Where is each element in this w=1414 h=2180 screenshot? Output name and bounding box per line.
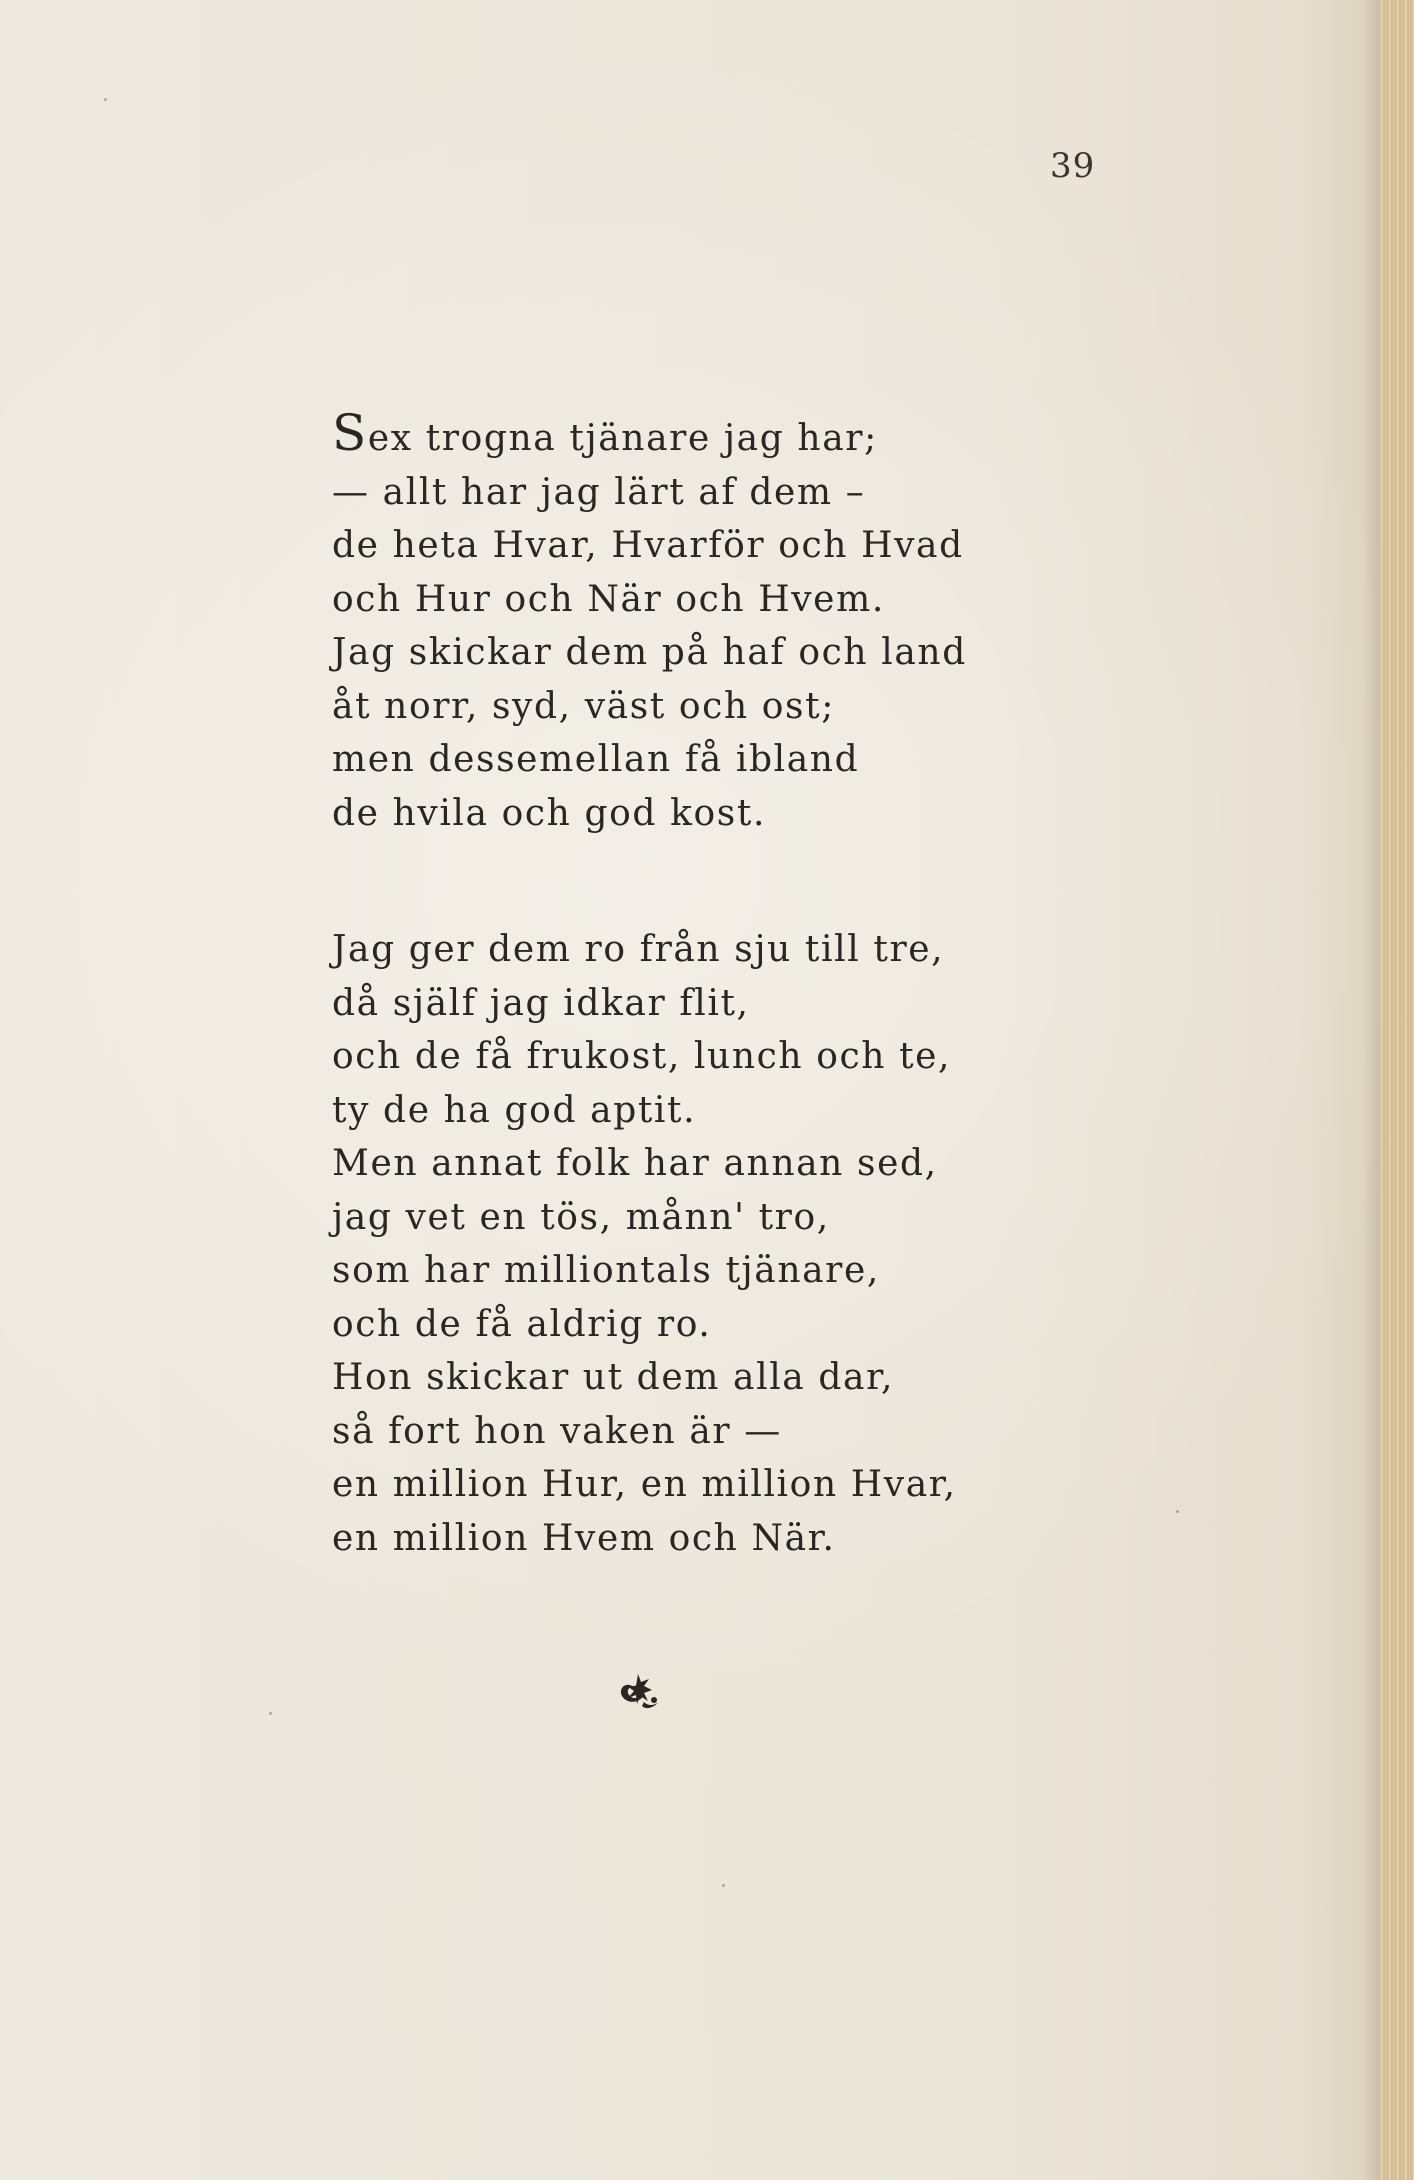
poem-line: och de få frukost, lunch och te, (332, 1036, 952, 1077)
poem-line: en million Hvem och När. (332, 1517, 836, 1559)
poem-line: och de få aldrig ro. (332, 1303, 712, 1345)
poem-line: de heta Hvar, Hvarför och Hvad (332, 525, 964, 566)
page-edge (1380, 0, 1414, 2180)
poem-line: då själf jag idkar flit, (332, 982, 750, 1024)
poem-line: en million Hur, en million Hvar, (332, 1464, 957, 1505)
stanza-2 (332, 923, 957, 1565)
poem-line: Hon skickar ut dem alla dar, (332, 1357, 895, 1398)
poem-line (332, 404, 967, 466)
stanza-1 (332, 404, 967, 840)
fleuron-icon (614, 1666, 662, 1714)
poem-line: de hvila och god kost. (332, 792, 766, 834)
first-line-text: ex trogna tjänare jag har; (367, 418, 878, 459)
drop-cap: S (332, 404, 368, 462)
page-gutter-shadow (1362, 0, 1380, 2180)
poem-line: ty de ha god aptit. (332, 1089, 697, 1131)
poem-line: åt norr, syd, väst och ost; (332, 685, 835, 727)
poem-line: så fort hon vaken är — (332, 1410, 782, 1452)
poem-line: men dessemellan få ibland (332, 739, 860, 780)
poem-line: och Hur och När och Hvem. (332, 578, 885, 620)
poem-line: Men annat folk har annan sed, (332, 1143, 938, 1184)
poem-line: Jag ger dem ro från sju till tre, (332, 929, 945, 970)
poem-line: — allt har jag lärt af dem – (332, 471, 866, 513)
poem-line: som har milliontals tjänare, (332, 1250, 880, 1291)
poem-line: Jag skickar dem på haf och land (332, 632, 967, 673)
page-number: 39 (1050, 146, 1096, 186)
poem-line: jag vet en tös, månn' tro, (332, 1196, 830, 1238)
